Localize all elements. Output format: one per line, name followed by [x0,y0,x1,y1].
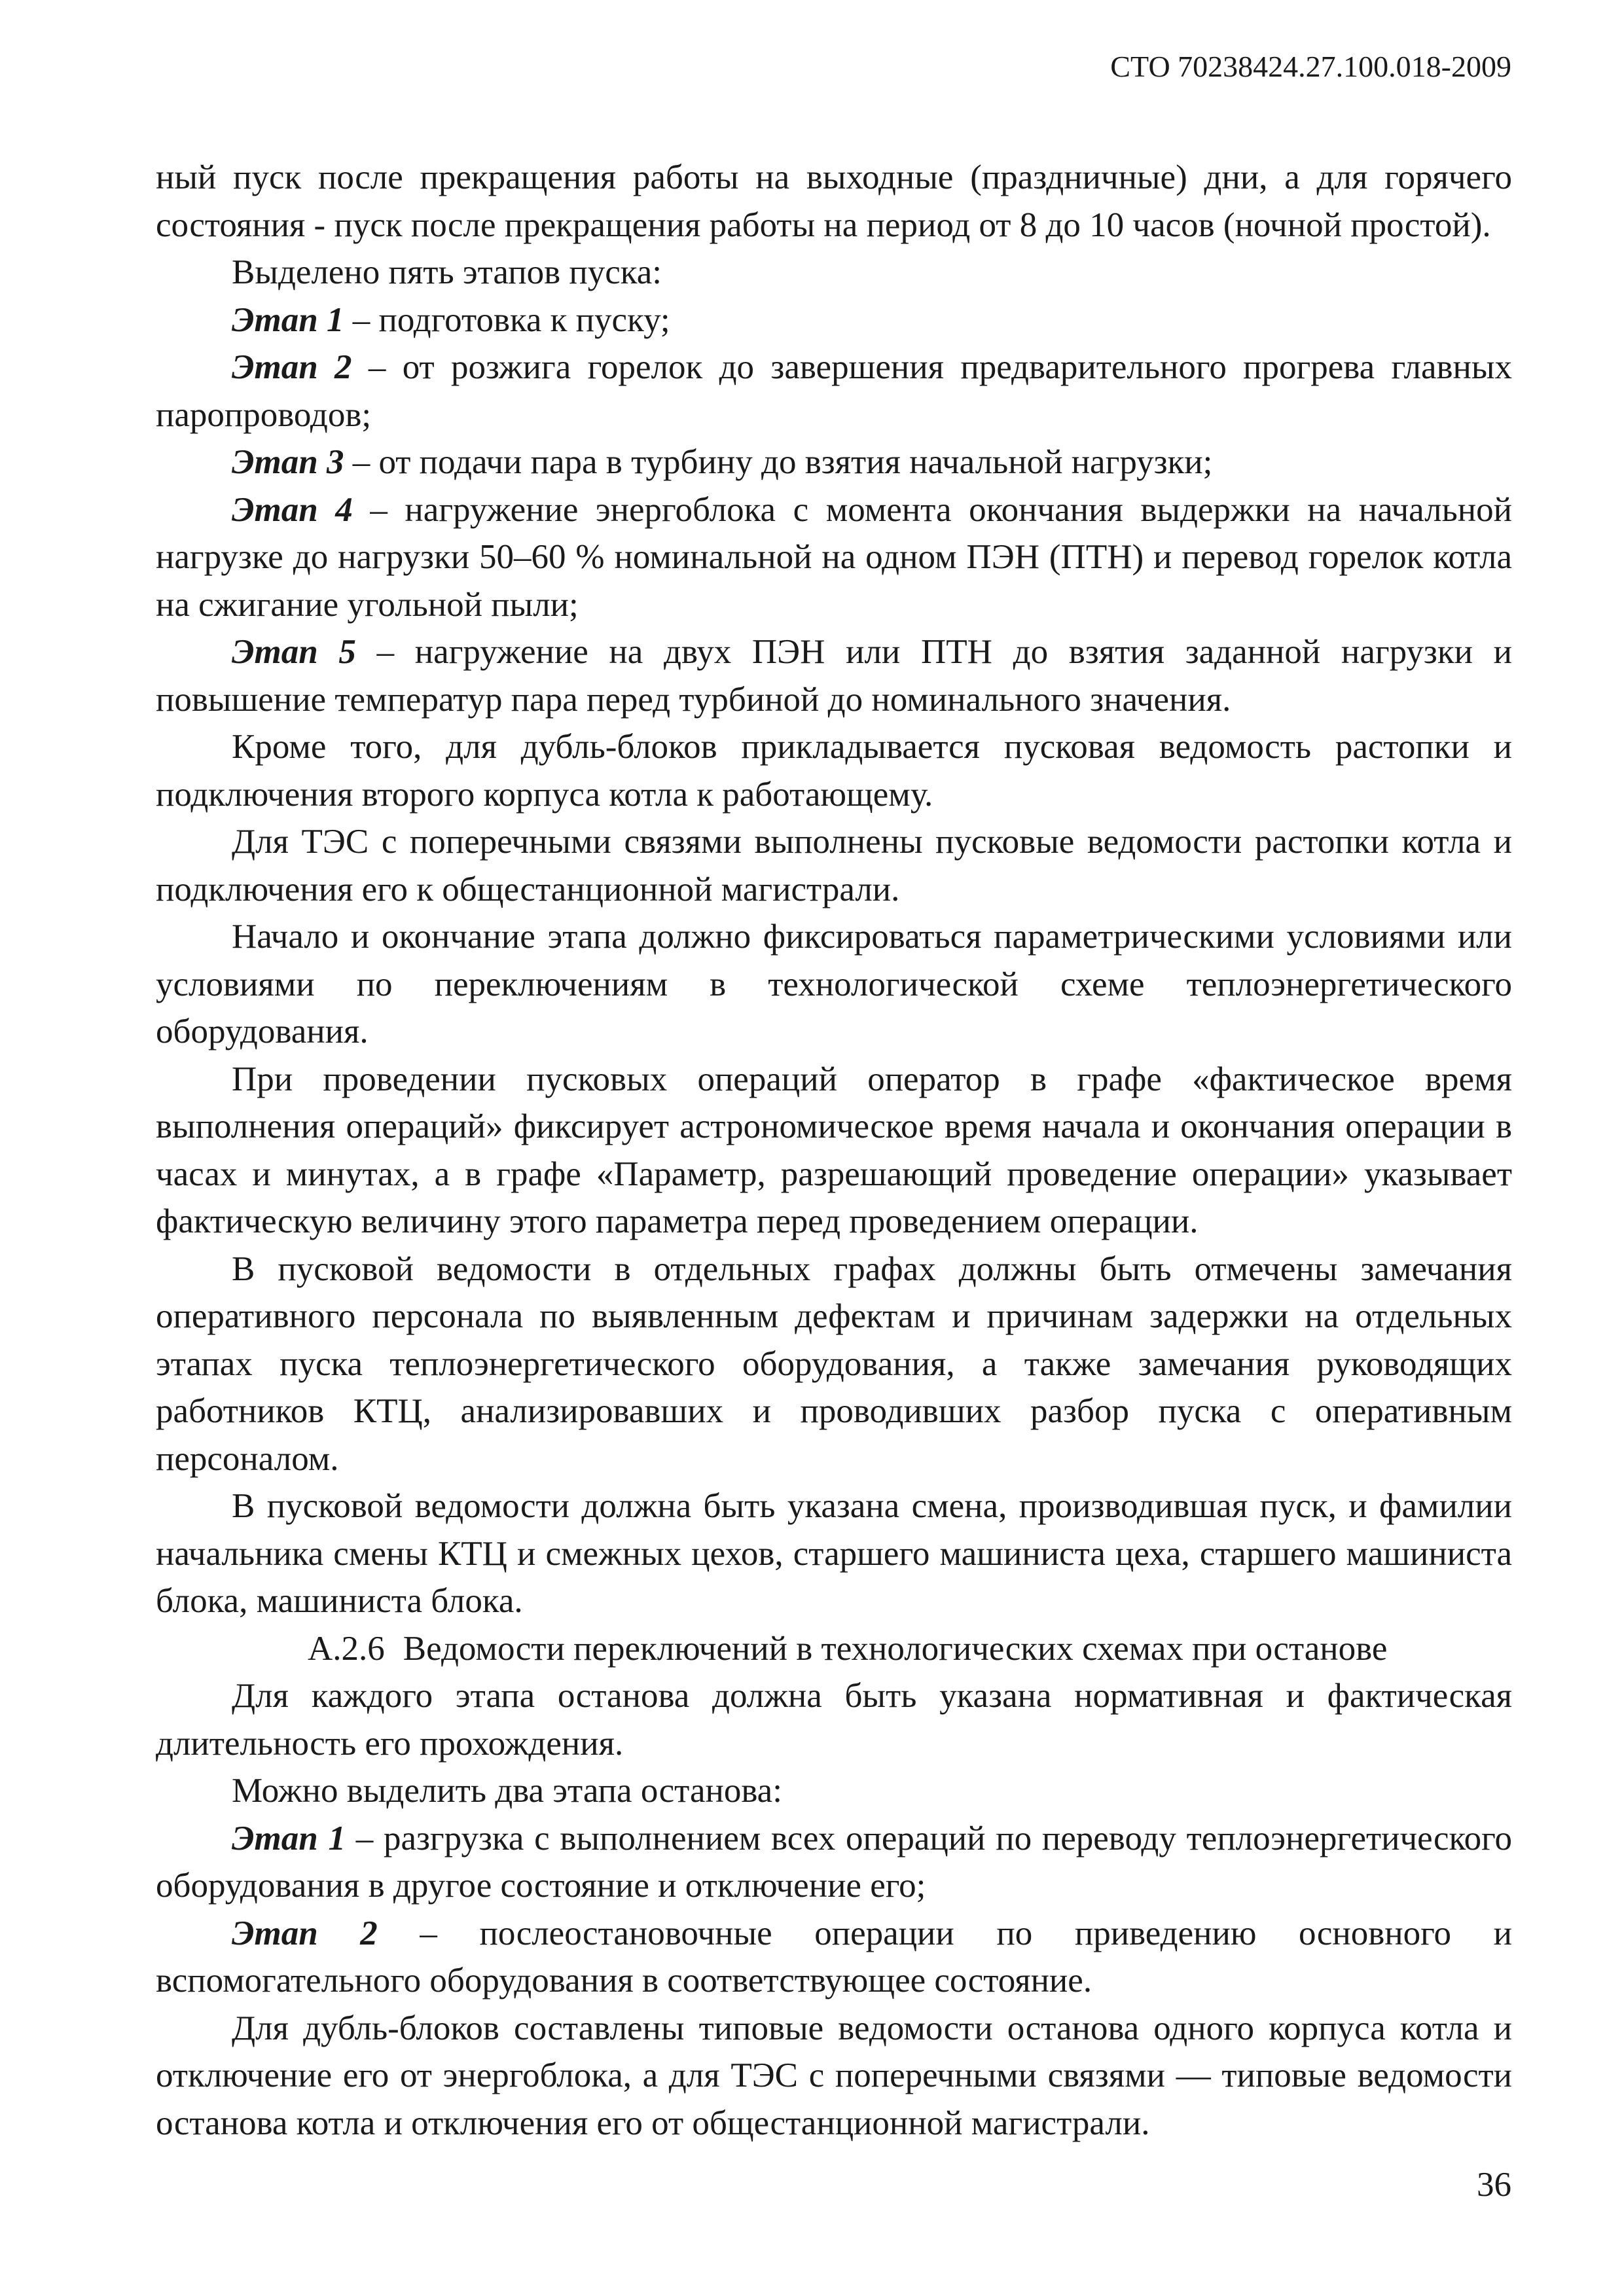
paragraph: Для дубль-блоков составлены типовые ведомости останова одного корпуса котла и отключение его от энергоблока, а для ТЭС с поперечными связями — типовые ведомости останова котла и отключения его от общестанционной магистрали. [156,2009,1512,2142]
stage-label: Этап 5 [232,633,356,671]
paragraph: В пусковой ведомости должна быть указана смена, производившая пуск, и фамилии начальника смены КТЦ и смежных цехов, старшего машиниста цеха, старшего машиниста блока, машиниста блока. [156,1487,1512,1620]
stage-item [156,344,1512,439]
document-body [156,154,1512,2147]
paragraph-continuation: ный пуск после прекращения работы на выходные (праздничные) дни, а для горячего состояния - пуск после прекращения работы на период от 8 до 10 часов (ночной простой). [156,158,1512,244]
stage-text: – послеостановочные операции по приведению основного и вспомогательного оборудования в соответствующее состояние. [156,1914,1513,2000]
paragraph: Кроме того, для дубль-блоков прикладывается пусковая ведомость растопки и подключения второго корпуса котла к работающему. [156,728,1512,814]
stage-item [156,1815,1512,1910]
stage-label: Этап 3 [232,443,344,481]
paragraph: Выделено пять этапов пуска: [232,253,662,291]
paragraph: В пусковой ведомости в отдельных графах должны быть отмечены замечания оперативного персонала по выявленным дефектам и причинам задержки на отдельных этапах пуска теплоэнергетического оборудования, а также замечания руководящих работников КТЦ, анализировавших и проводивших разбор пуска с оперативным персоналом. [156,1249,1512,1478]
stage-item [156,486,1512,629]
section-heading [156,1625,1512,1673]
stage-label: Этап 2 [232,348,352,386]
stage-label: Этап 2 [232,1914,378,1952]
stage-item [156,628,1512,723]
section-title: Ведомости переключений в технологических схемах при останове [403,1629,1388,1668]
stage-text: – нагружение на двух ПЭН или ПТН до взятия заданной нагрузки и повышение температур пара перед турбиной до номинального значения. [156,633,1512,719]
stage-label: Этап 1 [232,1819,346,1857]
paragraph: Можно выделить два этапа останова: [232,1772,782,1810]
stage-text: – нагружение энергоблока с момента окончания выдержки на начальной нагрузке до нагрузки 50–60 % номинальной на одном ПЭН (ПТН) и перевод горелок котла на сжигание угольной пыли; [156,490,1512,624]
stage-item [156,296,1512,344]
stage-item [156,439,1512,486]
stage-label: Этап 1 [232,300,344,339]
stage-text: – разгрузка с выполнением всех операций по переводу теплоэнергетического оборудования в другое состояние и отключение его; [156,1819,1512,1905]
document-code: СТО 70238424.27.100.018-2009 [1110,50,1511,83]
paragraph: Для ТЭС с поперечными связями выполнены пусковые ведомости растопки котла и подключения его к общестанционной магистрали. [156,823,1512,908]
stage-text: – от подачи пара в турбину до взятия начальной нагрузки; [344,443,1213,481]
page-number: 36 [1477,2166,1511,2204]
paragraph: При проведении пусковых операций оператор в графе «фактическое время выполнения операций» фиксирует астрономическое время начала и окончания операции в часах и минутах, а в графе «Параметр, разрешающий проведение операции» указывает фактическую величину этого параметра перед проведением операции. [156,1060,1512,1240]
paragraph: Начало и окончание этапа должно фиксироваться параметрическими условиями или условиями по переключениям в технологической схеме теплоэнергетического оборудования. [156,918,1512,1050]
stage-text: – от розжига горелок до завершения предварительного прогрева главных паропроводов; [156,348,1512,434]
paragraph: Для каждого этапа останова должна быть указана нормативная и фактическая длительность его прохождения. [156,1677,1512,1763]
stage-item [156,1910,1512,2005]
stage-label: Этап 4 [232,490,353,529]
stage-text: – подготовка к пуску; [344,300,670,339]
section-number: А.2.6 [308,1629,385,1668]
